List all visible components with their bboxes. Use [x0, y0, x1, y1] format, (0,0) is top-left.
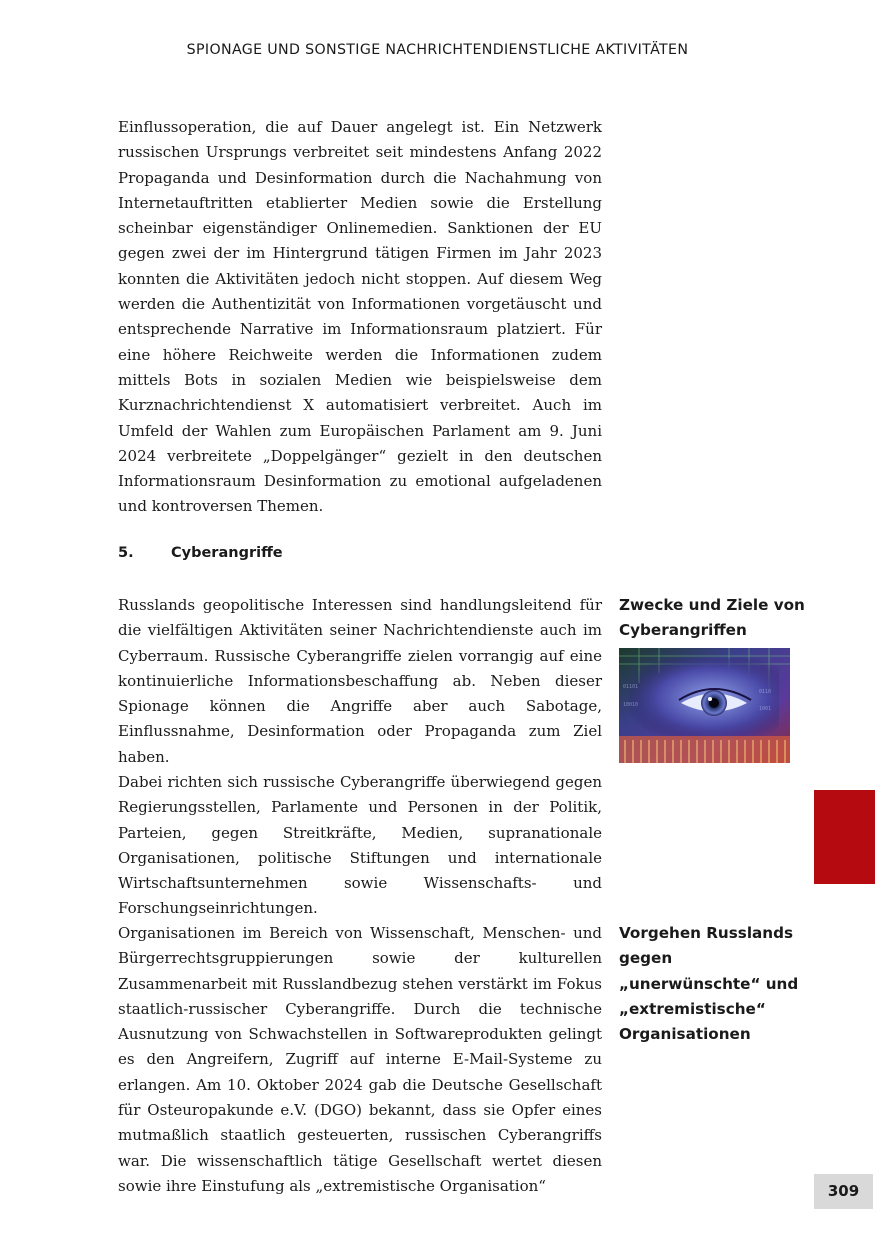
margin-note-russian-approach: Vorgehen Russlands gegen „unerwünschte“ und „extremistische“ Organisationen [619, 924, 799, 1044]
svg-text:10010: 10010 [623, 702, 639, 708]
paragraph-geopolitical-interests: Russlands geopolitische Interessen sind handlungsleitend für die vielfältigen Aktivitäten seiner Nachrichtendienste auch im Cyberraum. Russische Cyberangriffe zielen vorrangig auf eine kontinuierliche Informationsbeschaffung ab. Neben dieser Spionage können die Angriffe aber auch Sabotage, Einflussnahme, Desinformation oder Propaganda zum Ziel haben. [118, 596, 602, 766]
paragraph-doppelgaenger: Einflussoperation, die auf Dauer angelegt ist. Ein Netzwerk russischen Ursprungs verbreitet seit mindestens Anfang 2022 Propaganda und Desinformation durch die Nachahmung von Internetauftritten etablierter Medien sowie die Erstellung scheinbar eigenständiger Onlinemedien. Sanktionen der EU gegen zwei der im Hintergrund tätigen Firmen im Jahr 2023 konnten die Aktivitäten jedoch nicht stoppen. Auf diesem Weg werden die Authentizität von Informationen vorgetäuscht und entsprechende Narrative im Informationsraum platziert. Für eine höhere Reichweite werden die Informationen zudem mittels Bots in sozialen Medien wie beispielsweise dem Kurznachrichtendienst X automatisiert verbreitet. Auch im Umfeld der Wahlen zum Europäischen Parlament am 9. Juni 2024 verbreitete „Doppelgänger“ gezielt in den deutschen Informationsraum Desinformation zu emotional aufgeladenen und kontroversen Themen. [118, 118, 602, 516]
svg-text:0110: 0110 [759, 689, 772, 695]
cyber-eye-image [619, 648, 790, 763]
section-heading [118, 545, 283, 561]
cyber-eye-icon [619, 648, 790, 763]
page-number: 309 [814, 1174, 873, 1209]
running-header [0, 42, 875, 58]
chapter-marker-tab [814, 790, 875, 884]
svg-text:01101: 01101 [623, 684, 639, 690]
section-title: Cyberangriffe [171, 545, 283, 561]
paragraph-targets: Dabei richten sich russische Cyberangriffe überwiegend gegen Regierungsstellen, Parlamente und Personen in der Politik, Parteien, gegen Streitkräfte, Medien, supranationale Organisationen, politische Stiftungen und internationale Wirtschaftsunternehmen sowie Wissenschafts- und Forschungseinrichtungen. [118, 773, 602, 918]
svg-text:1001: 1001 [759, 706, 772, 712]
paragraph-organisations: Organisationen im Bereich von Wissenschaft, Menschen- und Bürgerrechtsgruppierungen sowie der kulturellen Zusammenarbeit mit Russlandbezug stehen verstärkt im Fokus staatlich-russischer Cyberangriffe. Durch die technische Ausnutzung von Schwachstellen in Softwareprodukten gelingt es den Angreifern, Zugriff auf interne E-Mail-Systeme zu erlangen. Am 10. Oktober 2024 gab die Deutsche Gesellschaft für Osteuropakunde e.V. (DGO) bekannt, dass sie Opfer eines mutmaßlich staatlich gesteuerten, russischen Cyberangriffs war. Die wissenschaftlich tätige Gesellschaft wertet diesen sowie ihre Einstufung als „extremistische Organisation“ [118, 924, 602, 1195]
section-number: 5. [118, 545, 134, 561]
margin-note-purposes: Zwecke und Ziele von Cyberangriffen [619, 596, 805, 640]
running-header-title: SPIONAGE UND SONSTIGE NACHRICHTENDIENSTLICHE AKTIVITÄTEN [186, 42, 689, 58]
